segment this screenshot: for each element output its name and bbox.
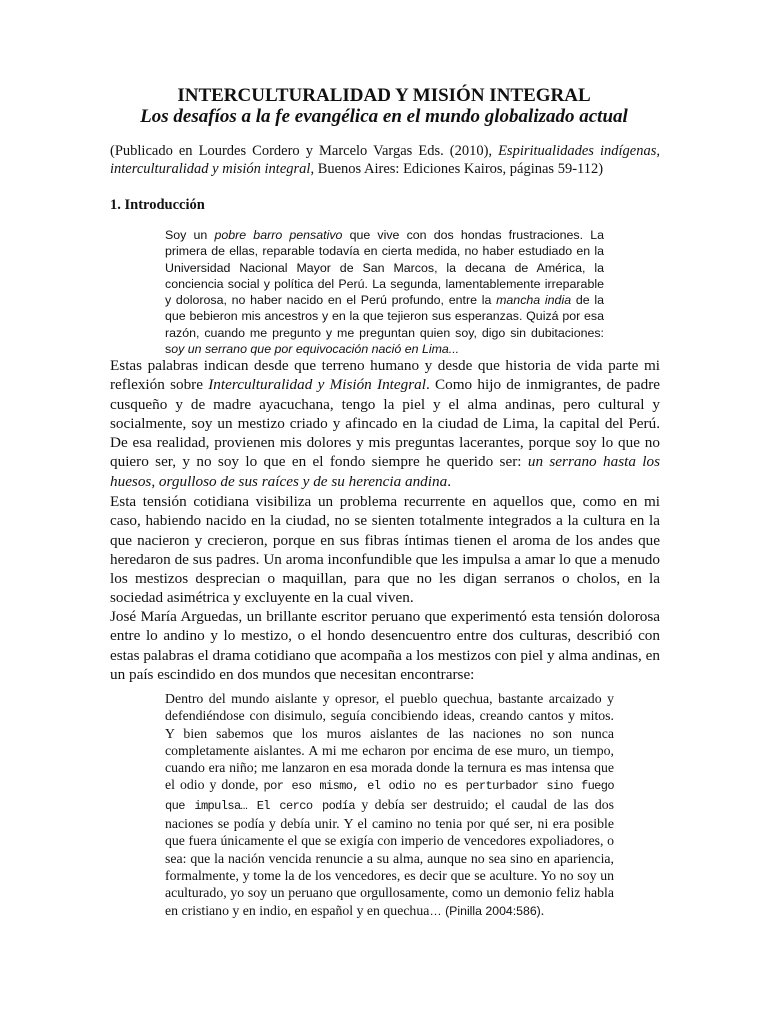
body-paragraph-2: Esta tensión cotidiana visibiliza un problema recurrente en aquellos que, como en mi caso, habiendo nacido en la ciudad, no se sienten totalmente integrados a la cultura en la que nacieron y crecieron, porque en sus fibras íntimas tienen el aroma de los andes que heredaron de sus padres. Un aroma inconfundible que les impulsa a amar lo que a menudo los mestizos desprecian o maquillan, para que no les digan serranos o cholos, en la sociedad asimétrica y excluyente en la cual viven. bbox=[110, 493, 660, 607]
quote-segment-typewriter: por eso mismo, el odio no es perturbador sino fuego que impulsa… El cerco podía bbox=[165, 779, 614, 813]
body-paragraph-1 bbox=[110, 356, 660, 491]
quote-segment: y debía ser destruido; el caudal de las dos naciones se podía y debía unir. Y el camino no tenia por qué ser, ni era posible que fuera únicamente el que se exigía con imperio de vencedores expoliadores, o sea: que la nación vencida renuncie a su alma, aunque no sea sino en apariencia, formalmente, y tome la de los vencedores, es decir que se aculture. Yo no soy un aculturado, yo soy un peruano que orgullosamente, como un demonio feliz habla en cristiano y en indio, en español y en quechua bbox=[165, 796, 615, 918]
paragraph-emphasis: un serrano hasta los huesos, orgulloso de sus raíces y de su herencia andina bbox=[110, 453, 661, 490]
paragraph-emphasis: Interculturalidad y Misión Integral bbox=[208, 376, 426, 394]
publication-citation bbox=[110, 142, 660, 178]
document-subtitle: Los desafíos a la fe evangélica en el mundo globalizado actual bbox=[140, 106, 628, 127]
quote-reference: … (Pinilla 2004:586) bbox=[429, 903, 541, 918]
quote-segment: que vive con dos hondas frustraciones. La primera de ellas, reparable todavía en cierta medida, no haber estudiado en la Universidad Nacional Mayor de San Marcos, la decana de América, la conciencia social y política del Perú. La segunda, lamentablemente irreparable y dolorosa, no haber nacido en el Perú profundo, entre la bbox=[165, 228, 604, 308]
quote-segment: de la que bebieron mis ancestros y en la que tejieron sus esperanzas. Quizá por esa razón, cuando me pregunto y me preguntan quien soy, digo sin dubitaciones: s bbox=[165, 293, 604, 357]
quote-segment: Dentro del mundo aislante y opresor, el pueblo quechua, bastante arcaizado y defendiéndose con disimulo, seguía concibiendo ideas, creando cantos y mitos. Y bien sabemos que los muros aislantes de las naciones no son nunca completamente aislantes. A mi me echaron por encima de ese muro, un tiempo, cuando era niño; me lanzaron en esa morada donde la ternura es mas intensa que el odio y donde, bbox=[165, 691, 614, 793]
arguedas-block-quote bbox=[165, 690, 614, 920]
paragraph-segment: Estas palabras indican desde que terreno humano y desde que historia de vida parte mi reflexión sobre bbox=[110, 357, 660, 394]
paragraph-segment: . Como hijo de inmigrantes, de padre cusqueño y de madre ayacuchana, tengo la piel y el alma andinas, pero cultural y socialmente, soy un mestizo criado y afincado en la ciudad de Lima, la capital del Perú. De esa realidad, provienen mis dolores y mis preguntas lacerantes, porque soy lo que no quiero ser, y no soy lo que en el fondo siempre he querido ser: bbox=[110, 376, 660, 471]
citation-book-title: Espiritualidades indígenas, interculturalidad y misión integral bbox=[110, 143, 660, 177]
document-title: INTERCULTURALIDAD Y MISIÓN INTEGRAL bbox=[177, 85, 591, 106]
paragraph-segment: . bbox=[447, 472, 451, 490]
quote-segment: Soy un bbox=[165, 228, 215, 242]
section-heading: 1. Introducción bbox=[110, 197, 205, 213]
quote-emphasis: mancha india bbox=[496, 293, 572, 308]
citation-text-after: , Buenos Aires: Ediciones Kairos, páginas 59-112) bbox=[310, 161, 604, 177]
opening-block-quote bbox=[165, 227, 604, 357]
quote-segment: . bbox=[540, 902, 545, 918]
quote-emphasis: pobre barro pensativo bbox=[214, 228, 343, 242]
body-paragraph-3: José María Arguedas, un brillante escritor peruano que experimentó esta tensión dolorosa entre lo andino y lo mestizo, o el hondo desencuentro entre dos culturas, describió con estas palabras el drama cotidiano que acompaña a los mestizos con piel y alma andinas, en un país escindido en dos mundos que necesitan encontrarse: bbox=[110, 608, 660, 683]
citation-text-before: (Publicado en Lourdes Cordero y Marcelo Vargas Eds. (2010), bbox=[110, 143, 499, 159]
quote-emphasis: oy un serrano que por equivocación nació en Lima... bbox=[171, 342, 460, 357]
